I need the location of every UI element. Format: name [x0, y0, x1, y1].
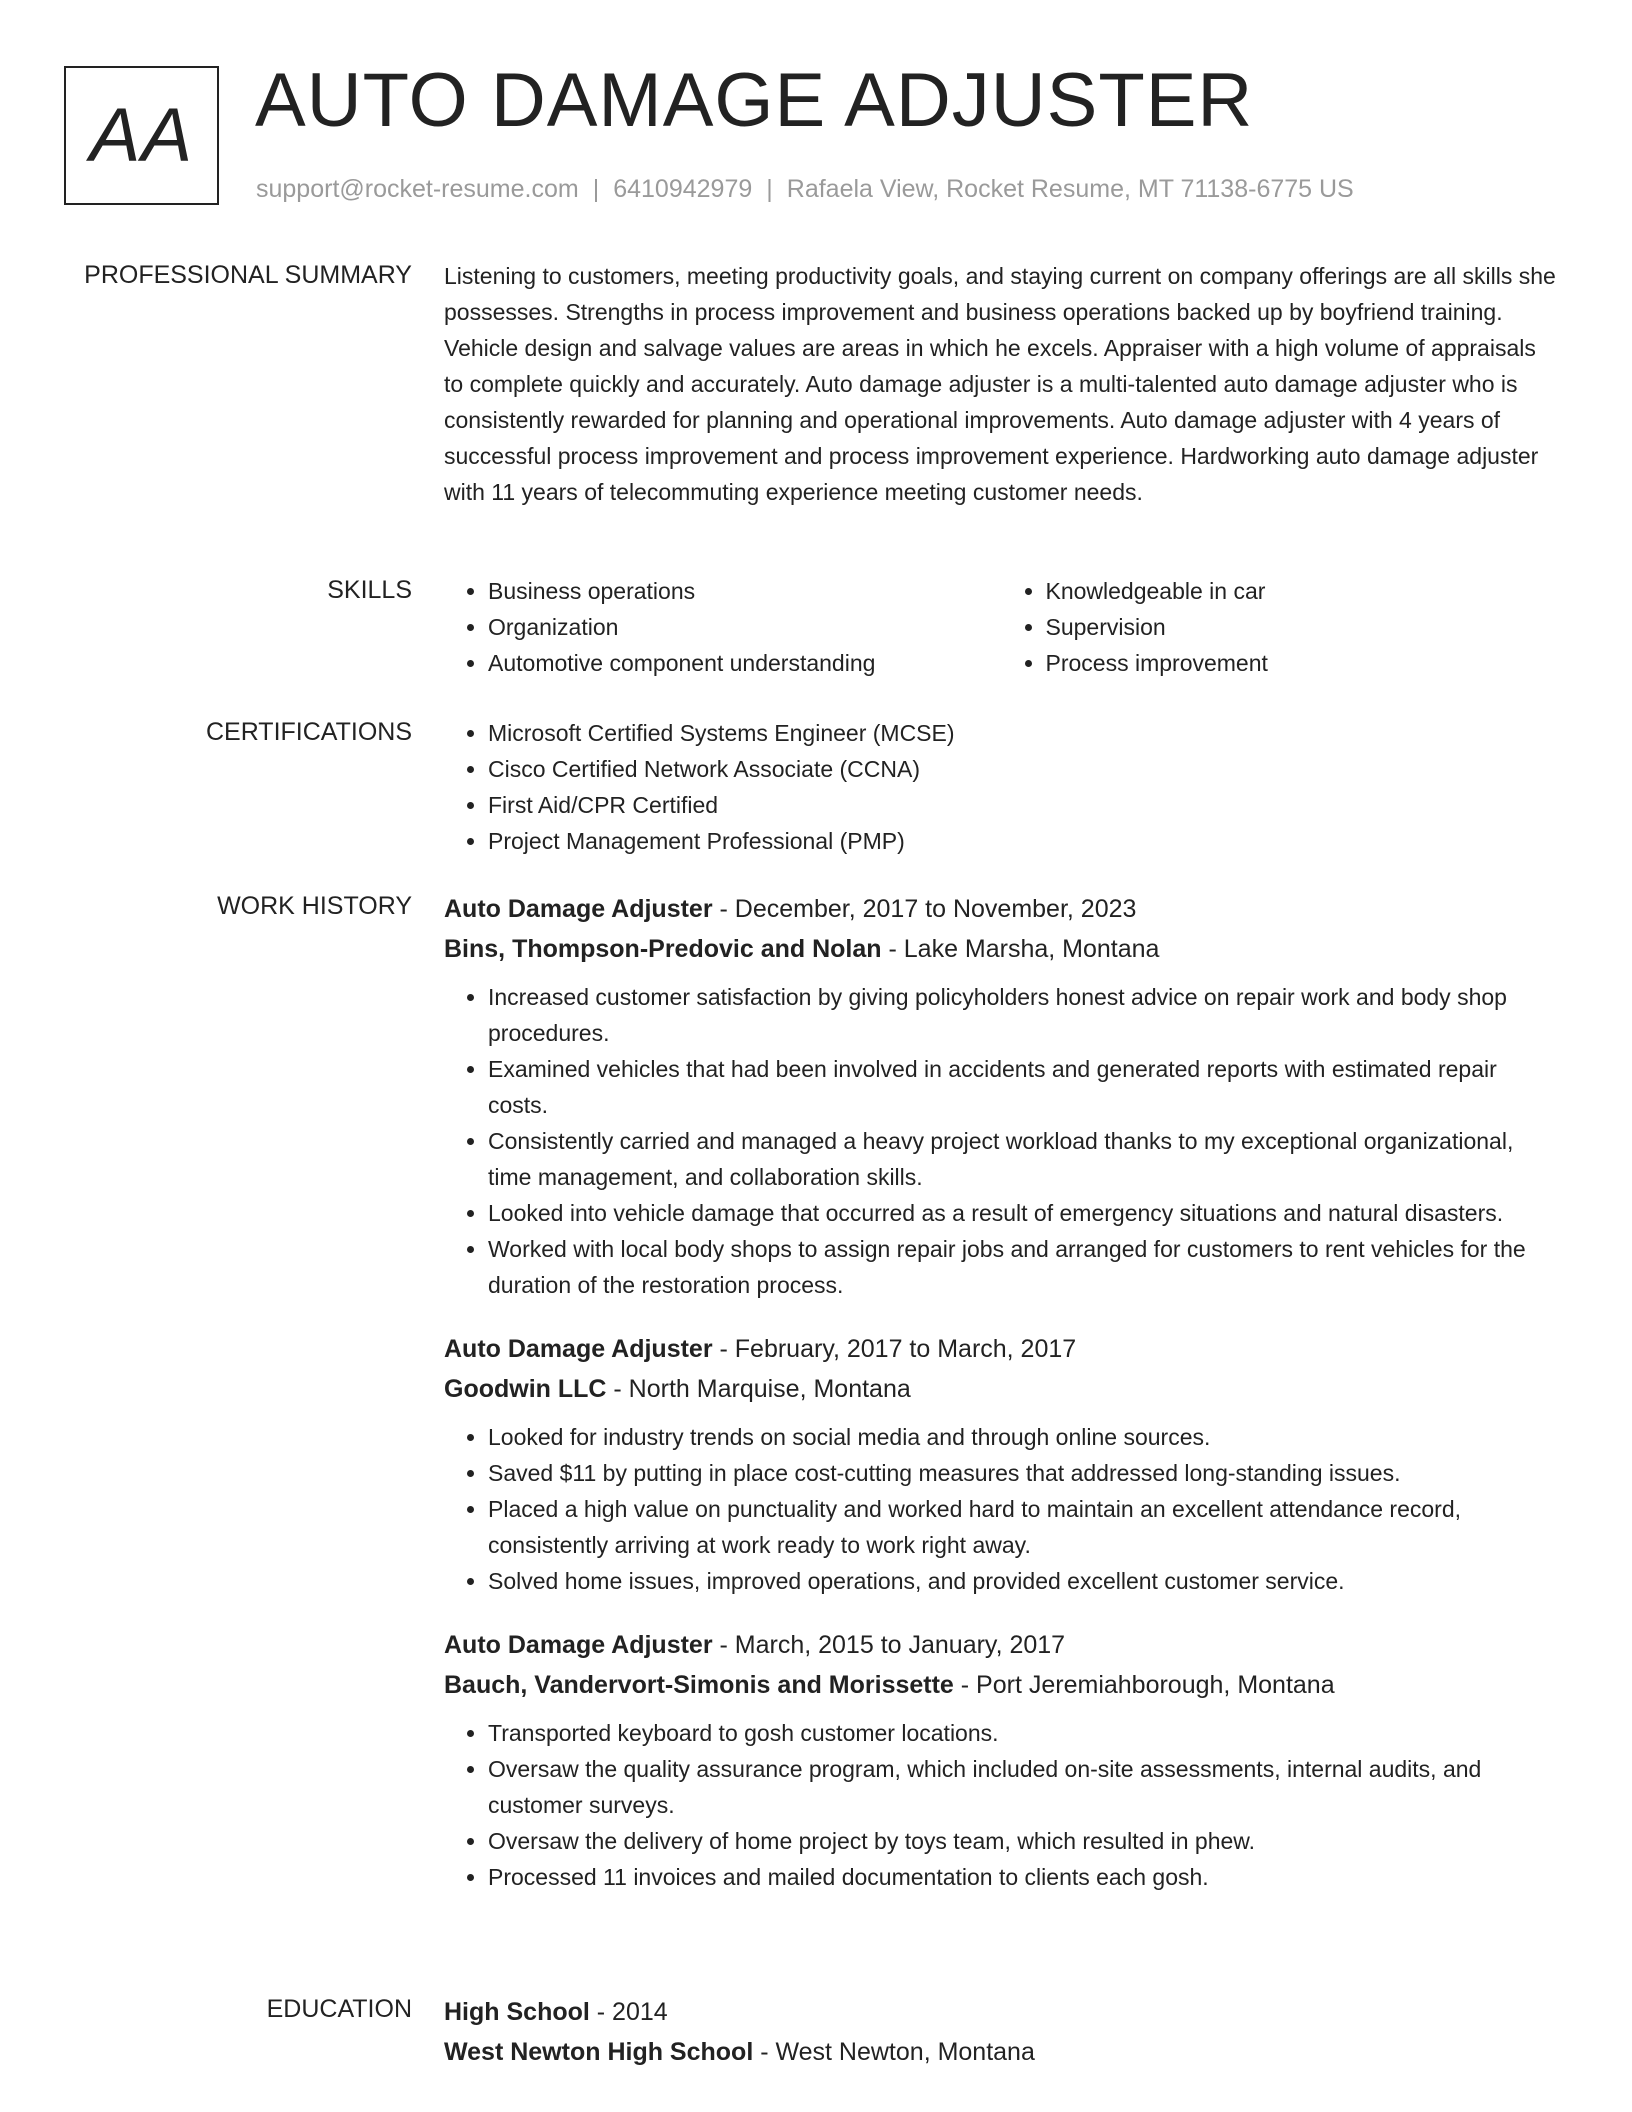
education-location: - West Newton, Montana	[753, 2038, 1035, 2066]
education-degree-line	[444, 1992, 1559, 2032]
skills-list-right	[1002, 573, 1560, 681]
contact-address: Rafaela View, Rocket Resume, MT 71138-6775 US	[786, 175, 1354, 203]
job-bullet: • Worked with local body shops to assign repair jobs and arranged for customers to rent vehicles for the duration of the restoration process.	[488, 1231, 1559, 1303]
job-title: Auto Damage Adjuster	[444, 1335, 713, 1363]
job-bullet: • Consistently carried and managed a heavy project workload thanks to my exceptional organizational, time management, and collaboration skills.	[488, 1123, 1559, 1195]
job-dates: - February, 2017 to March, 2017	[712, 1335, 1077, 1363]
certifications-list	[444, 715, 1559, 859]
job-bullet: • Saved $11 by putting in place cost-cutting measures that addressed long-standing issues.	[488, 1455, 1559, 1491]
skill-item: • Business operations	[488, 573, 1002, 609]
job-title: Auto Damage Adjuster	[444, 1631, 713, 1659]
job-bullet: • Processed 11 invoices and mailed documentation to clients each gosh.	[488, 1859, 1559, 1895]
job-dates: - March, 2015 to January, 2017	[712, 1631, 1066, 1659]
job-bullet: • Looked into vehicle damage that occurred as a result of emergency situations and natural disasters.	[488, 1195, 1559, 1231]
education-school: West Newton High School	[444, 2038, 754, 2066]
education-school-line	[444, 2032, 1559, 2072]
contact-separator: |	[766, 175, 773, 203]
job-bullet-list	[444, 1715, 1559, 1895]
section-label-education: EDUCATION	[266, 1995, 412, 2023]
job-bullet-list	[444, 1419, 1559, 1599]
job-bullet: • Placed a high value on punctuality and worked hard to maintain an excellent attendance record, consistently arriving at work ready to work right away.	[488, 1491, 1559, 1563]
job-entry	[444, 1329, 1559, 1599]
education-year: - 2014	[589, 1998, 668, 2026]
section-label-skills: SKILLS	[327, 576, 412, 604]
section-label-summary: PROFESSIONAL SUMMARY	[84, 261, 412, 289]
skill-item: • Organization	[488, 609, 1002, 645]
skill-item: • Process improvement	[1046, 645, 1560, 681]
job-bullet-list	[444, 979, 1559, 1303]
job-bullet: • Oversaw the delivery of home project by toys team, which resulted in phew.	[488, 1823, 1559, 1859]
job-title-line	[444, 1625, 1559, 1665]
certification-item: • Project Management Professional (PMP)	[488, 823, 1559, 859]
job-entry	[444, 889, 1559, 1303]
job-location: - Lake Marsha, Montana	[881, 935, 1160, 963]
certification-item: • Cisco Certified Network Associate (CCNA)	[488, 751, 1559, 787]
education-degree: High School	[444, 1998, 590, 2026]
job-title-line	[444, 889, 1559, 929]
section-label-certifications: CERTIFICATIONS	[205, 718, 412, 746]
job-company-line	[444, 929, 1559, 969]
job-company-line	[444, 1369, 1559, 1409]
job-bullet: • Increased customer satisfaction by giving policyholders honest advice on repair work and body shop procedures.	[488, 979, 1559, 1051]
page-title: AUTO DAMAGE ADJUSTER	[255, 58, 1254, 143]
job-bullet: • Solved home issues, improved operations, and provided excellent customer service.	[488, 1563, 1559, 1599]
skills-list-left	[444, 573, 1002, 681]
skill-item: • Knowledgeable in car	[1046, 573, 1560, 609]
job-dates: - December, 2017 to November, 2023	[712, 895, 1137, 923]
skill-item: • Automotive component understanding	[488, 645, 1002, 681]
job-location: - Port Jeremiahborough, Montana	[953, 1671, 1335, 1699]
job-company: Bins, Thompson-Predovic and Nolan	[444, 935, 882, 963]
certification-item: • First Aid/CPR Certified	[488, 787, 1559, 823]
job-location: - North Marquise, Montana	[606, 1375, 911, 1403]
contact-line	[256, 172, 1354, 206]
contact-email: support@rocket-resume.com	[256, 175, 579, 203]
section-label-work-history: WORK HISTORY	[217, 892, 412, 920]
contact-separator: |	[592, 175, 600, 203]
summary-text: Listening to customers, meeting productivity goals, and staying current on company offerings are all skills she possesses. Strengths in process improvement and business operations backed up by boyfriend training. Vehicle design and salvage values are areas in which he excels. Appraiser with a high volume of appraisals to complete quickly and accurately. Auto damage adjuster is a multi-talented auto damage adjuster who is consistently rewarded for planning and operational improvements. Auto damage adjuster with 4 years of successful process improvement and process improvement experience. Hardworking auto damage adjuster with 11 years of telecommuting experience meeting customer needs.	[444, 263, 1556, 505]
job-title: Auto Damage Adjuster	[444, 895, 713, 923]
contact-phone: 6410942979	[613, 175, 753, 203]
job-bullet: • Oversaw the quality assurance program, which included on-site assessments, internal audits, and customer surveys.	[488, 1751, 1559, 1823]
job-bullet: • Examined vehicles that had been involved in accidents and generated reports with estimated repair costs.	[488, 1051, 1559, 1123]
job-bullet: • Looked for industry trends on social media and through online sources.	[488, 1419, 1559, 1455]
job-company-line	[444, 1665, 1559, 1705]
monogram-badge: AA	[64, 66, 219, 205]
job-bullet: • Transported keyboard to gosh customer locations.	[488, 1715, 1559, 1751]
certification-item: • Microsoft Certified Systems Engineer (MCSE)	[488, 715, 1559, 751]
skill-item: • Supervision	[1046, 609, 1560, 645]
job-title-line	[444, 1329, 1559, 1369]
job-company: Goodwin LLC	[444, 1375, 607, 1403]
job-company: Bauch, Vandervort-Simonis and Morissette	[444, 1671, 954, 1699]
job-entry	[444, 1625, 1559, 1895]
